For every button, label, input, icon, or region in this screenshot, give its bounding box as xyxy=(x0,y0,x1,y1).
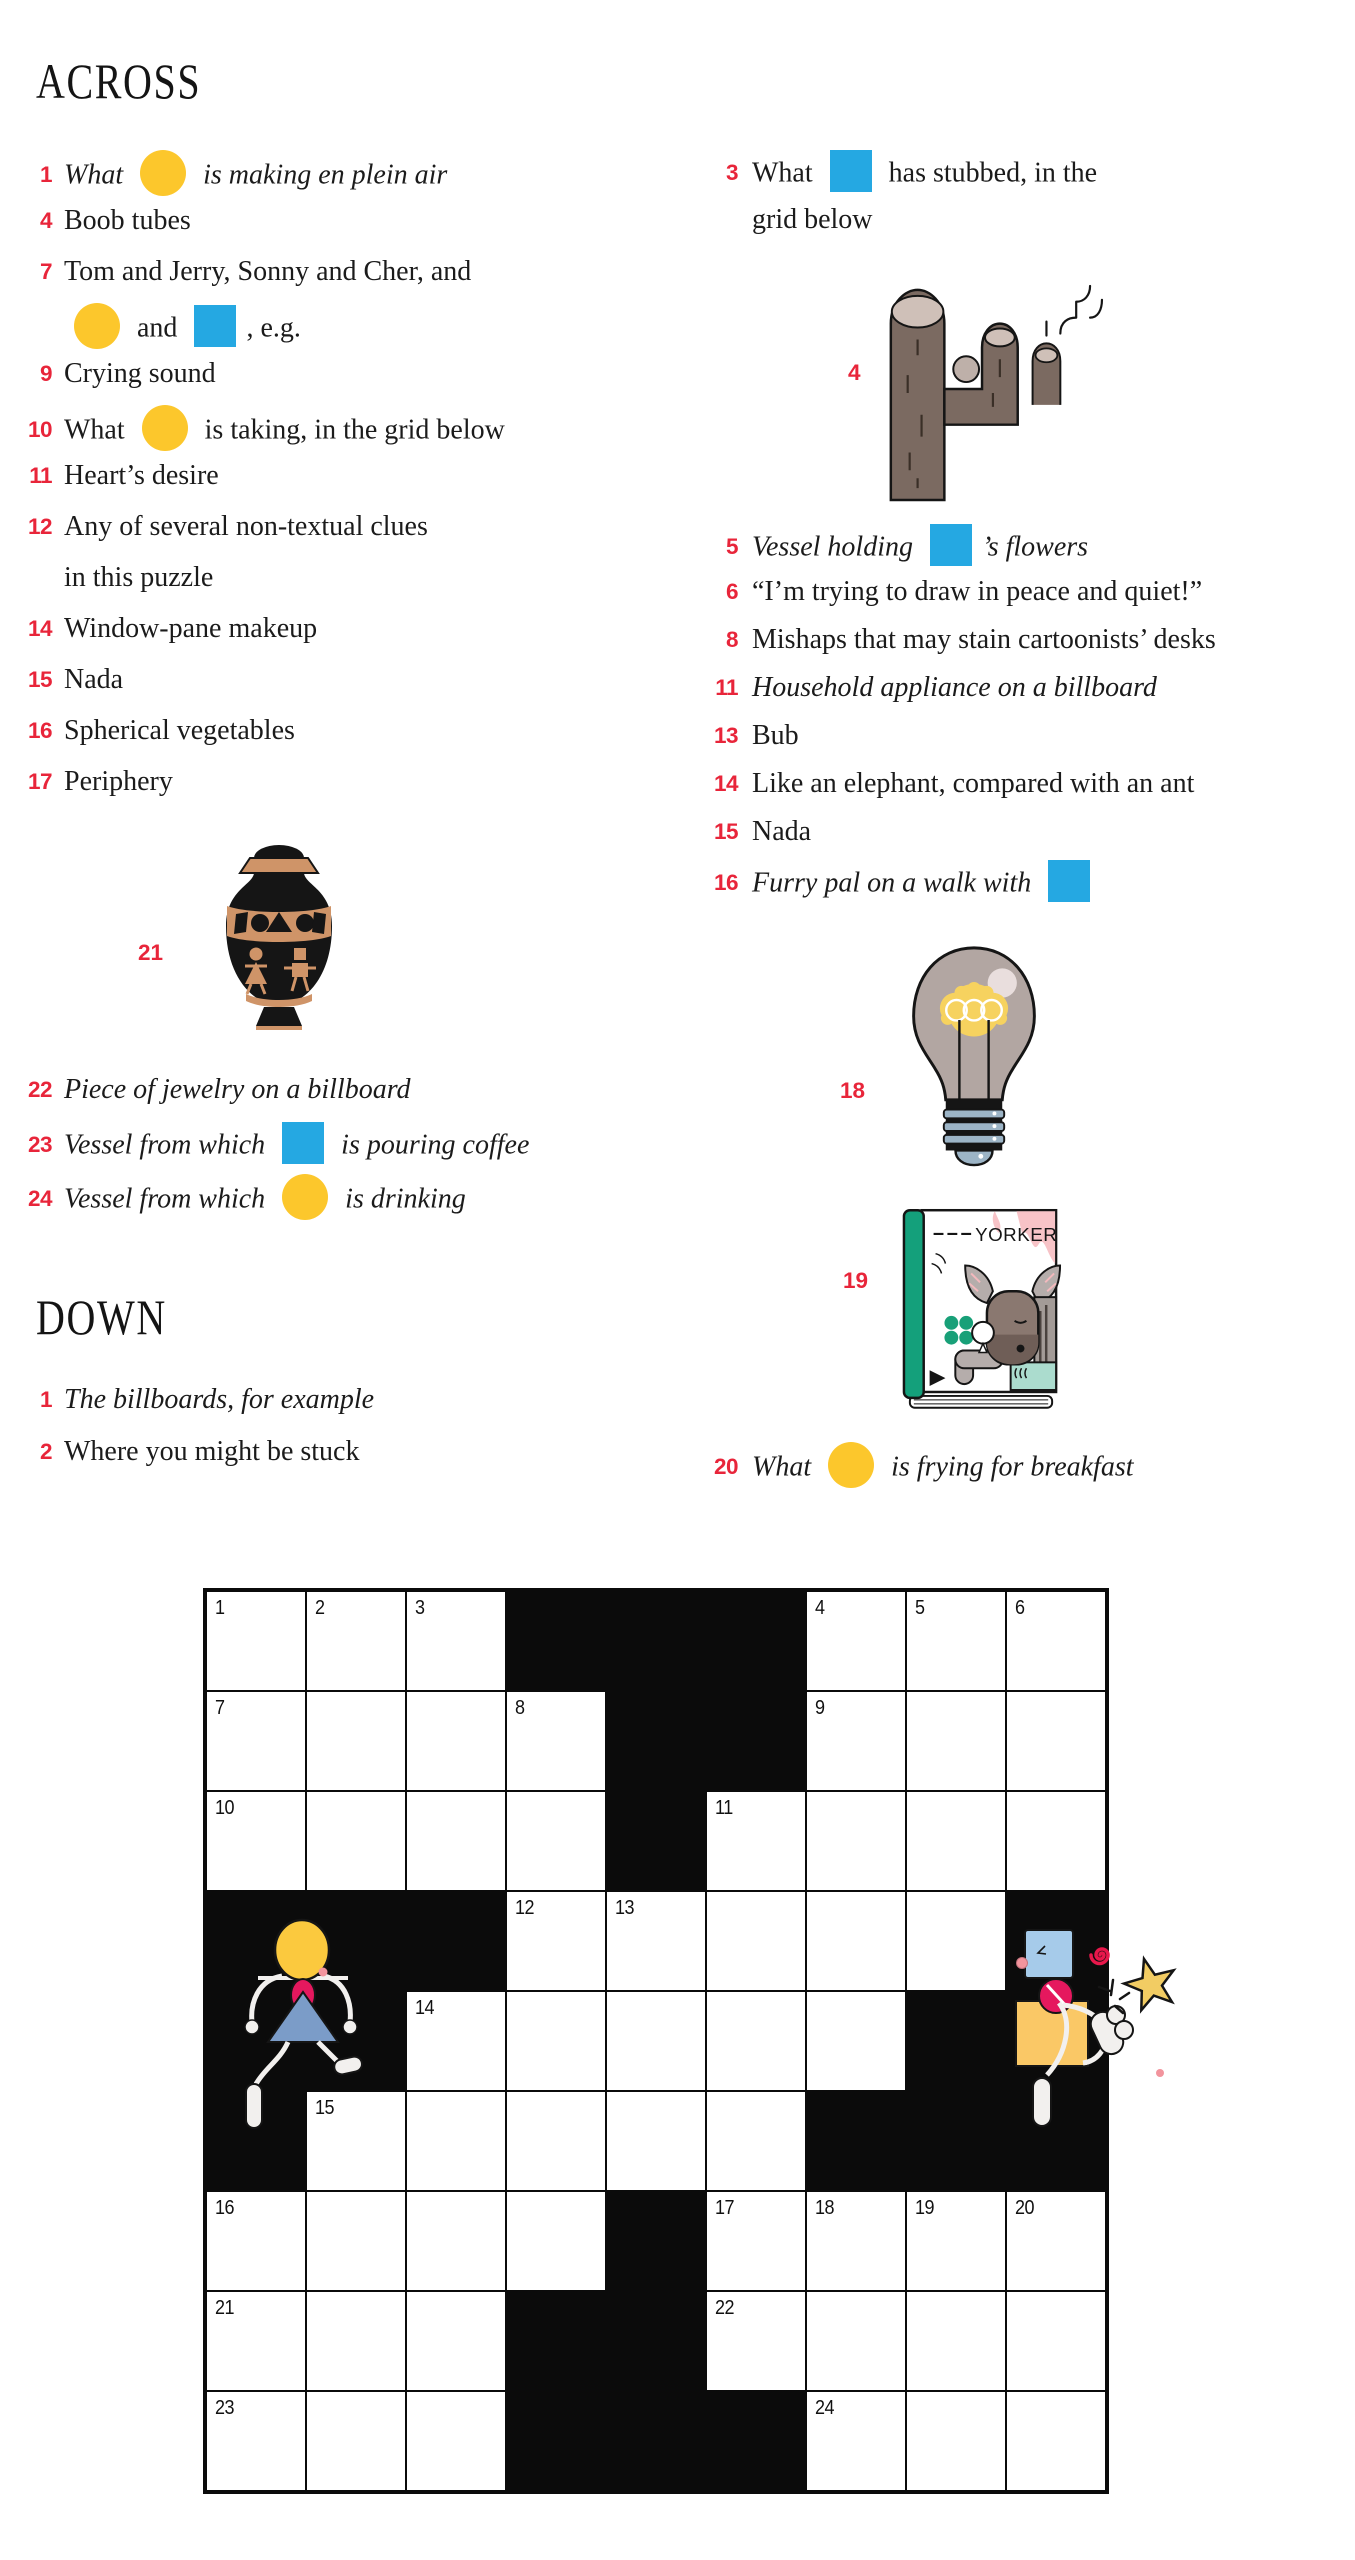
grid-black-cell xyxy=(706,1591,806,1691)
grid-cell[interactable] xyxy=(206,2291,306,2391)
cell-number: 1 xyxy=(215,1597,225,1619)
grid-cell[interactable] xyxy=(706,1891,806,1991)
clue-number: 13 xyxy=(713,723,738,748)
grid-cell[interactable] xyxy=(906,2391,1006,2491)
grid-cell[interactable] xyxy=(806,2191,906,2291)
clue-number: 23 xyxy=(27,1132,52,1158)
cell-number: 21 xyxy=(215,2297,235,2319)
clue-number: 3 xyxy=(725,160,738,186)
clue-row xyxy=(10,613,700,664)
grid-cell[interactable] xyxy=(506,2091,606,2191)
grid-cell[interactable] xyxy=(406,2091,506,2191)
clue-text: Mishaps that may stain cartoonists’ desks xyxy=(752,624,1216,655)
grid-cell[interactable] xyxy=(506,2191,606,2291)
clue-number: 15 xyxy=(713,819,738,844)
vase-icon xyxy=(212,844,346,1030)
cell-number: 13 xyxy=(615,1897,635,1919)
grid-cell[interactable] xyxy=(406,2291,506,2391)
clue-number: 14 xyxy=(27,616,52,641)
clue-row xyxy=(706,720,1346,768)
grid-cell[interactable] xyxy=(306,1791,406,1891)
clue-text: and , e.g. xyxy=(64,307,301,353)
grid-cell[interactable] xyxy=(1006,1791,1106,1891)
clue-text: What is taking, in the grid below xyxy=(64,409,505,455)
grid-cell[interactable] xyxy=(406,1691,506,1791)
grid-cell[interactable] xyxy=(906,1891,1006,1991)
grid-cell[interactable] xyxy=(406,1991,506,2091)
clue-row xyxy=(706,672,1346,720)
clue-row xyxy=(10,1178,700,1230)
magazine-clue-number: 19 xyxy=(843,1268,869,1293)
cell-number: 23 xyxy=(215,2397,235,2419)
grid-cell[interactable] xyxy=(406,1791,506,1891)
grid-cell[interactable] xyxy=(306,2391,406,2491)
clue-row xyxy=(10,715,700,766)
clue-row xyxy=(10,1074,700,1126)
clue-row xyxy=(10,766,700,817)
clue-number: 20 xyxy=(713,1454,738,1480)
grid-cell[interactable] xyxy=(806,1691,906,1791)
blue-square-icon xyxy=(930,524,972,566)
clue-row xyxy=(10,205,700,256)
across-heading xyxy=(36,52,243,110)
grid-black-cell xyxy=(506,1591,606,1691)
clue-number: 12 xyxy=(27,514,52,539)
clue-row xyxy=(10,409,700,460)
cell-number: 2 xyxy=(315,1597,325,1619)
lightbulb-icon xyxy=(903,944,1045,1168)
cell-number: 20 xyxy=(1015,2197,1035,2219)
clue-text: Heart’s desire xyxy=(64,460,219,491)
clue-row xyxy=(10,1126,700,1178)
grid-cell[interactable] xyxy=(506,1991,606,2091)
clue-text: grid below xyxy=(752,204,873,235)
grid-cell[interactable] xyxy=(1006,2191,1106,2291)
grid-cell[interactable] xyxy=(306,1591,406,1691)
clue-text: Nada xyxy=(64,664,124,695)
stubbed-cactus-illustration xyxy=(866,276,1104,502)
grid-cell[interactable] xyxy=(906,1691,1006,1791)
grid-black-cell xyxy=(606,2391,706,2491)
walking-circle-character-illustration xyxy=(230,1908,390,2136)
across-heading-text: ACROSS xyxy=(36,53,202,109)
clue-row xyxy=(10,664,700,715)
cell-number: 16 xyxy=(215,2197,235,2219)
magazine-masthead: YORKER xyxy=(975,1223,1058,1245)
clue-row xyxy=(706,624,1346,672)
yellow-circle-icon xyxy=(828,1442,874,1488)
grid-black-cell xyxy=(606,1791,706,1891)
grid-cell[interactable] xyxy=(706,1791,806,1891)
grid-cell[interactable] xyxy=(1006,2291,1106,2391)
clue-number: 4 xyxy=(39,208,52,233)
blue-square-icon xyxy=(830,150,872,192)
cactus-clue-number: 4 xyxy=(848,360,861,385)
grid-cell[interactable] xyxy=(706,1991,806,2091)
clue-row xyxy=(706,204,1346,254)
grid-cell[interactable] xyxy=(906,1591,1006,1691)
grid-cell[interactable] xyxy=(406,2391,506,2491)
across-clue-list xyxy=(10,154,700,817)
grid-cell[interactable] xyxy=(506,1691,606,1791)
clue-text: Furry pal on a walk with xyxy=(752,864,1100,906)
grid-black-cell xyxy=(606,2191,706,2291)
grid-cell[interactable] xyxy=(206,2391,306,2491)
grid-cell[interactable] xyxy=(1006,2391,1106,2491)
clue-text: What is frying for breakfast xyxy=(752,1446,1134,1492)
vase-clue-number: 21 xyxy=(138,940,164,965)
cell-number: 18 xyxy=(815,2197,835,2219)
grid-cell[interactable] xyxy=(1006,1591,1106,1691)
down-clue-list xyxy=(10,1384,700,1488)
clue-row xyxy=(706,1446,1346,1496)
clue-number: 6 xyxy=(725,579,738,604)
clue-text: Boob tubes xyxy=(64,205,191,236)
clue-row xyxy=(10,511,700,562)
yellow-circle-icon xyxy=(142,405,188,451)
clue-text: Vessel from which is drinking xyxy=(64,1178,466,1224)
clue-row xyxy=(706,768,1346,816)
clue-text: The billboards, for example xyxy=(64,1384,375,1415)
clue-text: Periphery xyxy=(64,766,173,797)
clue-number: 11 xyxy=(29,463,52,488)
stubbed-toe-square-character-illustration xyxy=(1003,1903,1215,2133)
down-clue-list-right-mid xyxy=(706,528,1346,912)
grid-black-cell xyxy=(606,2291,706,2391)
yellow-circle-icon xyxy=(282,1174,328,1220)
clue-text: What is making en plein air xyxy=(64,154,447,200)
down-clue-list-right-top xyxy=(706,154,1346,254)
grid-black-cell xyxy=(406,1891,506,1991)
cell-number: 15 xyxy=(315,2097,335,2119)
clue-number: 1 xyxy=(39,1387,52,1412)
clue-text: Bub xyxy=(752,720,799,751)
grid-black-cell xyxy=(706,1691,806,1791)
cell-number: 12 xyxy=(515,1897,535,1919)
clue-number: 24 xyxy=(27,1186,52,1212)
clue-text: Vessel holding ’s flowers xyxy=(752,528,1088,570)
clue-text: Window-pane makeup xyxy=(64,613,318,644)
grid-cell[interactable] xyxy=(306,2191,406,2291)
blue-square-icon xyxy=(282,1122,324,1164)
stubbed-toe-figure-icon xyxy=(1003,1903,1215,2133)
cell-number: 4 xyxy=(815,1597,825,1619)
cell-number: 19 xyxy=(915,2197,935,2219)
cell-number: 5 xyxy=(915,1597,925,1619)
clue-row xyxy=(706,528,1346,576)
grid-cell[interactable] xyxy=(906,2191,1006,2291)
clue-number: 9 xyxy=(39,361,52,386)
cell-number: 6 xyxy=(1015,1597,1025,1619)
clue-text: Nada xyxy=(752,816,812,847)
clue-number: 5 xyxy=(725,534,738,560)
clue-text: Spherical vegetables xyxy=(64,715,295,746)
cell-number: 11 xyxy=(715,1797,733,1819)
grid-black-cell xyxy=(606,1691,706,1791)
down-clue-list-right-bottom xyxy=(706,1446,1346,1496)
clue-number: 10 xyxy=(27,417,52,443)
cell-number: 17 xyxy=(715,2197,735,2219)
clue-number: 1 xyxy=(39,162,52,188)
greek-vase-illustration xyxy=(212,844,346,1030)
cactus-icon xyxy=(866,276,1104,502)
grid-cell[interactable] xyxy=(806,1991,906,2091)
lightbulb-clue-number: 18 xyxy=(840,1078,866,1103)
magazine-illustration xyxy=(900,1204,1063,1414)
grid-cell[interactable] xyxy=(806,1591,906,1691)
grid-cell[interactable] xyxy=(606,1891,706,1991)
grid-cell[interactable] xyxy=(906,2291,1006,2391)
grid-cell[interactable] xyxy=(206,1791,306,1891)
grid-cell[interactable] xyxy=(506,1791,606,1891)
clue-row xyxy=(706,816,1346,864)
clue-number: 17 xyxy=(27,769,52,794)
clue-row xyxy=(10,460,700,511)
clue-row xyxy=(706,576,1346,624)
clue-number: 7 xyxy=(39,259,52,284)
grid-cell[interactable] xyxy=(806,1791,906,1891)
grid-cell[interactable] xyxy=(606,1991,706,2091)
clue-text: What has stubbed, in the xyxy=(752,154,1097,196)
clue-text: Vessel from which is pouring coffee xyxy=(64,1126,529,1168)
cell-number: 8 xyxy=(515,1697,525,1719)
clue-text: Piece of jewelry on a billboard xyxy=(64,1074,411,1105)
grid-black-cell xyxy=(906,2091,1006,2191)
cell-number: 14 xyxy=(415,1997,435,2019)
yellow-circle-icon xyxy=(140,150,186,196)
grid-cell[interactable] xyxy=(206,1691,306,1791)
clue-text: in this puzzle xyxy=(64,562,214,593)
down-heading-text: DOWN xyxy=(36,1289,167,1345)
clue-row xyxy=(706,154,1346,204)
clue-number: 16 xyxy=(713,870,738,896)
walking-figure-icon xyxy=(230,1908,390,2136)
cell-number: 10 xyxy=(215,1797,235,1819)
blue-square-icon xyxy=(194,305,236,347)
clue-text: Tom and Jerry, Sonny and Cher, and xyxy=(64,256,472,287)
clue-number: 14 xyxy=(713,771,738,796)
clue-text: Crying sound xyxy=(64,358,216,389)
clue-number: 8 xyxy=(725,627,738,652)
grid-cell[interactable] xyxy=(706,2091,806,2191)
blue-square-icon xyxy=(1048,860,1090,902)
grid-cell[interactable] xyxy=(906,1791,1006,1891)
grid-black-cell xyxy=(506,2291,606,2391)
clue-row xyxy=(10,256,700,307)
magazine-icon xyxy=(900,1204,1063,1414)
clue-text: Like an elephant, compared with an ant xyxy=(752,768,1195,799)
grid-cell[interactable] xyxy=(606,2091,706,2191)
down-heading xyxy=(36,1288,200,1346)
grid-cell[interactable] xyxy=(1006,1691,1106,1791)
cell-number: 24 xyxy=(815,2397,835,2419)
clue-row xyxy=(10,1436,700,1488)
grid-cell[interactable] xyxy=(806,2291,906,2391)
clue-number: 22 xyxy=(27,1077,52,1102)
lightbulb-illustration xyxy=(903,944,1045,1168)
cell-number: 9 xyxy=(815,1697,825,1719)
clue-row xyxy=(10,562,700,613)
clue-row xyxy=(10,307,700,358)
grid-cell[interactable] xyxy=(306,2291,406,2391)
grid-cell[interactable] xyxy=(306,1691,406,1791)
grid-cell[interactable] xyxy=(706,2191,806,2291)
cell-number: 3 xyxy=(415,1597,425,1619)
grid-black-cell xyxy=(906,1991,1006,2091)
grid-black-cell xyxy=(706,2391,806,2491)
grid-cell[interactable] xyxy=(806,2391,906,2491)
cell-number: 7 xyxy=(215,1697,225,1719)
across-clue-list-lower xyxy=(10,1074,700,1230)
grid-cell[interactable] xyxy=(206,1591,306,1691)
clue-number: 2 xyxy=(39,1439,52,1464)
grid-cell[interactable] xyxy=(206,2191,306,2291)
yellow-circle-icon xyxy=(74,303,120,349)
grid-cell[interactable] xyxy=(406,2191,506,2291)
grid-cell[interactable] xyxy=(506,1891,606,1991)
clue-number: 11 xyxy=(715,675,738,700)
cell-number: 22 xyxy=(715,2297,735,2319)
clue-row xyxy=(10,358,700,409)
grid-cell[interactable] xyxy=(706,2291,806,2391)
clue-row xyxy=(10,154,700,205)
clue-text: Where you might be stuck xyxy=(64,1436,360,1467)
clue-text: Any of several non-textual clues xyxy=(64,511,428,542)
grid-black-cell xyxy=(606,1591,706,1691)
clue-text: “I’m trying to draw in peace and quiet!” xyxy=(752,576,1203,607)
grid-cell[interactable] xyxy=(806,1891,906,1991)
clue-row xyxy=(10,1384,700,1436)
clue-row xyxy=(706,864,1346,912)
grid-black-cell xyxy=(506,2391,606,2491)
clue-number: 16 xyxy=(27,718,52,743)
clue-text: Household appliance on a billboard xyxy=(752,672,1157,703)
grid-cell[interactable] xyxy=(406,1591,506,1691)
grid-black-cell xyxy=(806,2091,906,2191)
clue-number: 15 xyxy=(27,667,52,692)
